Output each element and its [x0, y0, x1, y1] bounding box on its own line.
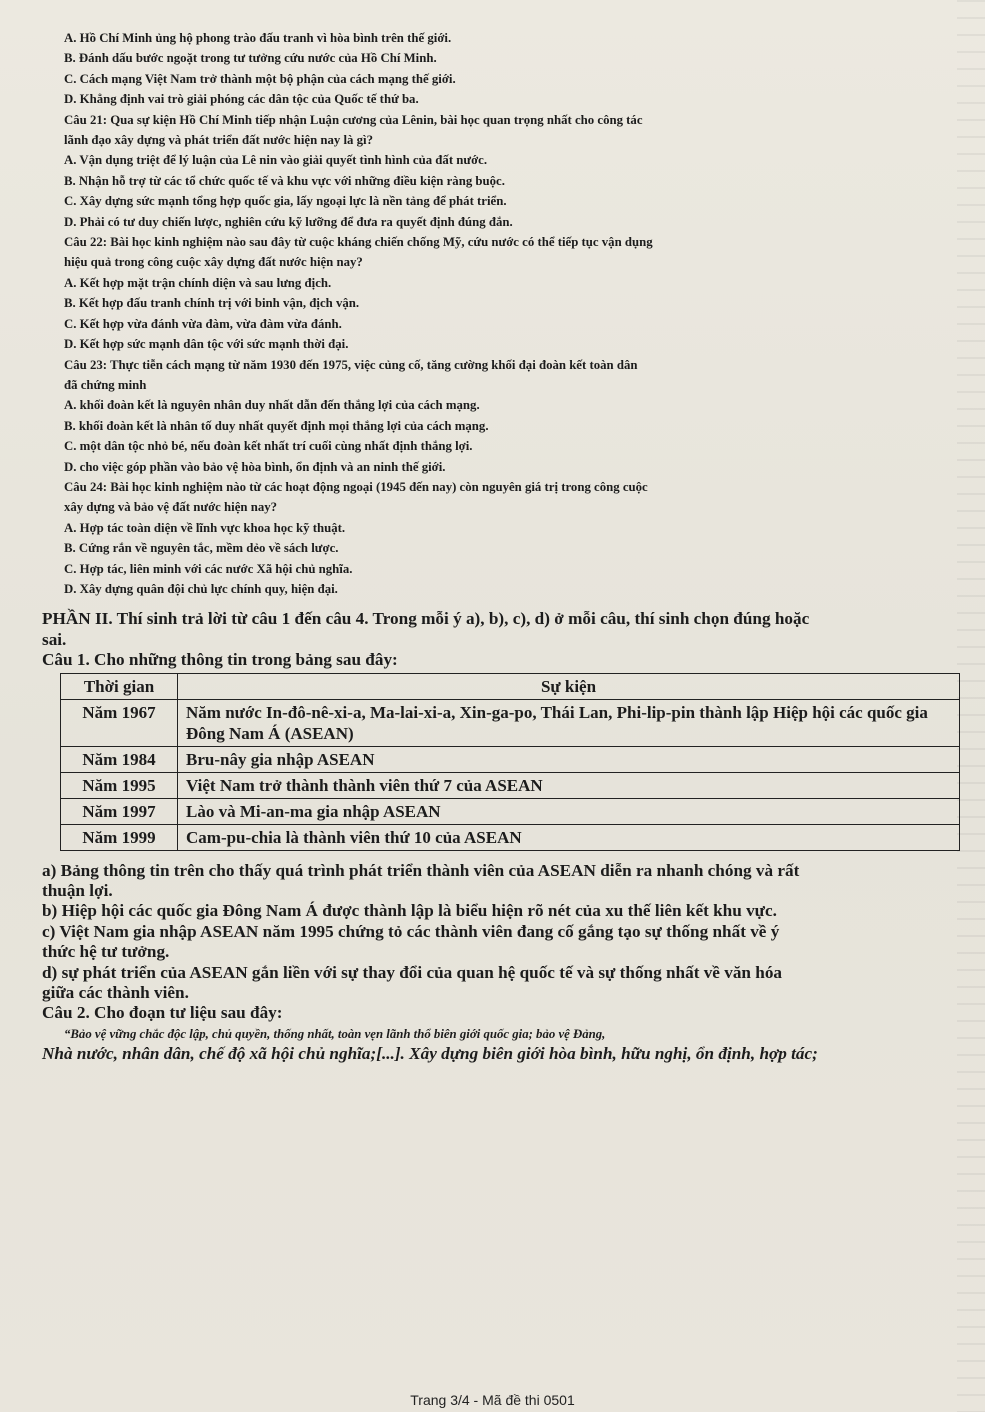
row-event: Lào và Mi-an-ma gia nhập ASEAN: [178, 798, 960, 824]
q24-stem-line2: xây dựng và bảo vệ đất nước hiện nay?: [64, 500, 278, 515]
q22-option-a: A. Kết hợp mặt trận chính diện và sau lưng địch.: [64, 275, 332, 290]
q24-option-c: C. Hợp tác, liên minh với các nước Xã hội chủ nghĩa.: [64, 561, 353, 576]
row-event: Bru-nây gia nhập ASEAN: [178, 746, 960, 772]
table-row: [61, 772, 960, 798]
q1-item-c-line1: c) Việt Nam gia nhập ASEAN năm 1995 chứng tỏ các thành viên đang cố gắng tạo sự thống nhất về ý: [42, 921, 780, 941]
table-row: [61, 824, 960, 850]
q22-option-d: D. Kết hợp sức mạnh dân tộc với sức mạnh thời đại.: [64, 337, 349, 352]
q23-option-b: B. khối đoàn kết là nhân tố duy nhất quyết định mọi thắng lợi của cách mạng.: [64, 418, 489, 433]
q2-stem: Câu 2. Cho đoạn tư liệu sau đây:: [42, 1003, 283, 1023]
q24-stem-line1: Câu 24: Bài học kinh nghiệm nào từ các hoạt động ngoại (1945 đến nay) còn nguyên giá trị trong công cuộc: [64, 479, 648, 494]
q1-item-b: b) Hiệp hội các quốc gia Đông Nam Á được thành lập là biểu hiện rõ nét của xu thế liên kết khu vực.: [42, 901, 777, 921]
q24-option-b: B. Cứng rắn về nguyên tắc, mềm dẻo về sách lược.: [64, 541, 339, 556]
col-header-time: Thời gian: [61, 673, 178, 699]
q20-option-b: B. Đánh dấu bước ngoặt trong tư tưởng cứu nước của Hồ Chí Minh.: [64, 51, 437, 66]
q1-item-a-line2: thuận lợi.: [42, 881, 113, 900]
q1-stem: Câu 1. Cho những thông tin trong bảng sau đây:: [42, 650, 398, 670]
q1-item-c-line2: thức hệ tư tưởng.: [42, 942, 170, 962]
q23-option-a: A. khối đoàn kết là nguyên nhân duy nhất dẫn đến thắng lợi của cách mạng.: [64, 398, 480, 413]
row-year: Năm 1997: [61, 798, 178, 824]
part2-heading-line1: PHẦN II. Thí sinh trả lời từ câu 1 đến câu 4. Trong mỗi ý a), b), c), d) ở mỗi câu, thí sinh chọn đúng hoặc: [42, 609, 810, 629]
row-year: Năm 1984: [61, 746, 178, 772]
col-header-event: Sự kiện: [178, 673, 960, 699]
q23-option-c: C. một dân tộc nhỏ bé, nếu đoàn kết nhất trí cuối cùng nhất định thắng lợi.: [64, 439, 473, 454]
exam-content: [42, 28, 962, 1065]
q20-option-a: A. Hồ Chí Minh ủng hộ phong trào đấu tranh vì hòa bình trên thế giới.: [64, 31, 452, 45]
q23-stem-line2: đã chứng minh: [64, 377, 147, 392]
asean-events-table: [60, 673, 960, 851]
q23-option-d: D. cho việc góp phần vào bảo vệ hòa bình, ổn định và an ninh thế giới.: [64, 459, 446, 474]
q2-quote-line1: “Bảo vệ vững chắc độc lập, chủ quyền, thống nhất, toàn vẹn lãnh thổ biên giới quốc gia; bảo vệ Đảng,: [64, 1026, 606, 1041]
table-header-row: [61, 673, 960, 699]
q2-quote-line2: Nhà nước, nhân dân, chế độ xã hội chủ nghĩa;[...]. Xây dựng biên giới hòa bình, hữu nghị, ổn định, hợp tác;: [42, 1044, 818, 1064]
q22-option-c: C. Kết hợp vừa đánh vừa đàm, vừa đàm vừa đánh.: [64, 316, 342, 331]
q24-option-a: A. Hợp tác toàn diện về lĩnh vực khoa học kỹ thuật.: [64, 520, 346, 535]
q22-stem-line1: Câu 22: Bài học kinh nghiệm nào sau đây từ cuộc kháng chiến chống Mỹ, cứu nước có thể tiếp tục vận dụng: [64, 235, 653, 250]
q21-stem-line1: Câu 21: Qua sự kiện Hồ Chí Minh tiếp nhận Luận cương của Lênin, bài học quan trọng nhất cho công tác: [64, 112, 643, 127]
q1-item-d-line1: d) sự phát triển của ASEAN gắn liền với sự thay đổi của quan hệ quốc tế và sự thống nhất về văn hóa: [42, 962, 783, 982]
table-row: [61, 746, 960, 772]
page-footer: Trang 3/4 - Mã đề thi 0501: [410, 1392, 575, 1408]
row-event: Việt Nam trở thành thành viên thứ 7 của ASEAN: [178, 772, 960, 798]
q20-option-c: C. Cách mạng Việt Nam trở thành một bộ phận của cách mạng thế giới.: [64, 71, 456, 86]
q21-option-c: C. Xây dựng sức mạnh tổng hợp quốc gia, lấy ngoại lực là nền tảng để phát triển.: [64, 194, 507, 209]
q23-stem-line1: Câu 23: Thực tiễn cách mạng từ năm 1930 đến 1975, việc củng cố, tăng cường khối đại đoàn kết toàn dân: [64, 357, 638, 372]
table-row: [61, 798, 960, 824]
q21-option-d: D. Phải có tư duy chiến lược, nghiên cứu kỹ lưỡng để đưa ra quyết định đúng đắn.: [64, 214, 513, 229]
part2-heading-line2: sai.: [42, 629, 67, 649]
q22-option-b: B. Kết hợp đấu tranh chính trị với binh vận, địch vận.: [64, 296, 360, 311]
row-year: Năm 1995: [61, 772, 178, 798]
q21-option-b: B. Nhận hỗ trợ từ các tổ chức quốc tế và khu vực với những điều kiện ràng buộc.: [64, 173, 505, 188]
q21-stem-line2: lãnh đạo xây dựng và phát triển đất nước hiện nay là gì?: [64, 133, 374, 148]
row-year: Năm 1967: [61, 699, 178, 746]
table-row: [61, 699, 960, 746]
row-event: Năm nước In-đô-nê-xi-a, Ma-lai-xi-a, Xin-ga-po, Thái Lan, Phi-lip-pin thành lập Hiệp hội các quốc gia Đông Nam Á (ASEAN): [178, 699, 960, 746]
row-event: Cam-pu-chia là thành viên thứ 10 của ASEAN: [178, 824, 960, 850]
q22-stem-line2: hiệu quả trong công cuộc xây dựng đất nước hiện nay?: [64, 255, 363, 270]
q21-option-a: A. Vận dụng triệt để lý luận của Lê nin vào giải quyết tình hình của đất nước.: [64, 153, 488, 168]
q24-option-d: D. Xây dựng quân đội chủ lực chính quy, hiện đại.: [64, 581, 338, 596]
q1-item-d-line2: giữa các thành viên.: [42, 983, 189, 1003]
q20-option-d: D. Khẳng định vai trò giải phóng các dân tộc của Quốc tế thứ ba.: [64, 92, 419, 107]
q1-item-a-line1: a) Bảng thông tin trên cho thấy quá trình phát triển thành viên của ASEAN diễn ra nhanh chóng và rất: [42, 860, 800, 880]
row-year: Năm 1999: [61, 824, 178, 850]
